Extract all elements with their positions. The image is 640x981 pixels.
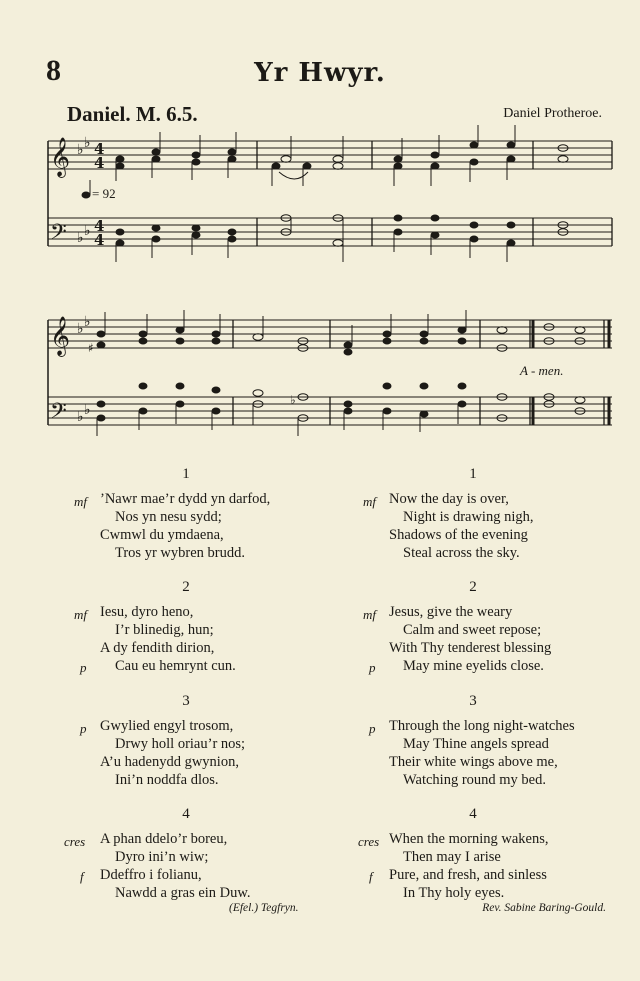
verse-line: In Thy holy eyes. <box>403 885 505 901</box>
flat-icon: ♭ <box>77 142 84 158</box>
page-title: Yr Hwyr. <box>254 58 386 88</box>
verse-line: A’u hadenydd gwynion, <box>100 754 239 770</box>
time-signature: 4 <box>94 140 105 158</box>
tempo-marking: = 92 <box>92 186 116 201</box>
flat-icon: ♭ <box>84 135 91 151</box>
verse-line: May Thine angels spread <box>403 736 549 752</box>
verse-number: 1 <box>182 466 190 482</box>
verse-line: I’r blinedig, hun; <box>115 622 214 638</box>
verse-line: Now the day is over, <box>389 491 509 507</box>
flat-icon: ♭ <box>77 230 84 246</box>
dynamic-marking: cres <box>358 834 380 849</box>
bass-clef-icon: 𝄢 <box>50 220 67 250</box>
verse-line: Pure, and fresh, and sinless <box>389 867 547 883</box>
verse-line: Their white wings above me, <box>389 754 558 770</box>
note-group <box>116 215 568 262</box>
amen-lyric: A - men. <box>520 363 564 378</box>
dynamic-marking: mf <box>74 607 87 622</box>
dynamic-marking: mf <box>363 607 376 622</box>
verse-line: Nos yn nesu sydd; <box>115 509 222 525</box>
verse-line: Ddeffro i folianu, <box>100 867 202 883</box>
verse-line: A dy fendith dirion, <box>100 640 215 656</box>
verse-line: Through the long night-watches <box>389 718 575 734</box>
dynamic-marking: f <box>369 869 373 884</box>
composer-credit: Daniel Protheroe. <box>503 106 602 121</box>
bass-clef-icon: 𝄢 <box>50 399 67 429</box>
dynamic-marking: cres <box>64 834 86 849</box>
verse-line: ’Nawr mae’r dydd yn darfod, <box>100 491 271 507</box>
dynamic-marking: p <box>369 660 376 675</box>
treble-staff-1 <box>48 141 612 169</box>
flat-icon: ♭ <box>84 223 91 239</box>
verse-line: Dyro ini’n wiw; <box>115 849 209 865</box>
time-signature: 4 <box>94 217 105 235</box>
verse-line: Watching round my bed. <box>403 772 546 788</box>
verse-line: Then may I arise <box>403 849 501 865</box>
verse-number: 2 <box>182 579 190 595</box>
verse-line: When the morning wakens, <box>389 831 549 847</box>
flat-icon: ♭ <box>84 314 91 330</box>
verse-line: A phan ddelo’r boreu, <box>100 831 228 847</box>
verse-line: Cwmwl du ymdaena, <box>100 527 224 543</box>
flat-icon: ♭ <box>77 321 84 337</box>
verse-number: 1 <box>469 466 477 482</box>
note-group <box>97 383 585 436</box>
verse-line: Nawdd a gras ein Duw. <box>115 885 251 901</box>
dynamic-marking: f <box>80 869 84 884</box>
verse-number: 4 <box>182 806 190 822</box>
verse-number: 3 <box>469 693 477 709</box>
verse-line: Calm and sweet repose; <box>403 622 542 638</box>
verse-line: Gwylied engyl trosom, <box>100 718 234 734</box>
sharp-icon: ♯ <box>88 341 94 355</box>
dynamic-marking: mf <box>363 494 376 509</box>
verse-number: 4 <box>469 806 477 822</box>
bass-staff-1 <box>48 218 612 246</box>
verse-number: 2 <box>469 579 477 595</box>
dynamic-marking: p <box>369 721 376 736</box>
verse-line: Jesus, give the weary <box>389 604 513 620</box>
flat-icon: ♭ <box>77 409 84 425</box>
tune-name: Daniel. M. 6.5. <box>67 102 198 126</box>
treble-clef-icon: 𝄞 <box>50 316 71 356</box>
flat-icon: ♭ <box>84 402 91 418</box>
dynamic-marking: p <box>80 660 87 675</box>
time-signature: 4 <box>94 154 105 172</box>
english-author-credit: Rev. Sabine Baring-Gould. <box>482 902 606 914</box>
welsh-translator-credit: (Efel.) Tegfryn. <box>229 902 299 914</box>
dynamic-marking: mf <box>74 494 87 509</box>
verse-line: Night is drawing nigh, <box>403 509 534 525</box>
page-number: 8 <box>46 54 61 87</box>
verse-number: 3 <box>182 693 190 709</box>
verse-line: Drwy holl oriau’r nos; <box>115 736 246 752</box>
verse-line: Ini’n noddfa dlos. <box>115 772 219 788</box>
dynamic-marking: p <box>80 721 87 736</box>
time-signature: 4 <box>94 231 105 249</box>
treble-clef-icon: 𝄞 <box>50 137 71 177</box>
verse-line: Cau eu hemrynt cun. <box>115 658 236 674</box>
verse-line: With Thy tenderest blessing <box>389 640 552 656</box>
music-score <box>0 0 640 460</box>
quarter-note-icon <box>82 180 90 198</box>
verse-line: Iesu, dyro heno, <box>100 604 194 620</box>
flat-icon: ♭ <box>290 393 296 407</box>
verse-line: Tros yr wybren brudd. <box>115 545 245 561</box>
verse-line: Steal across the sky. <box>403 545 520 561</box>
verse-line: Shadows of the evening <box>389 527 528 543</box>
verse-line: May mine eyelids close. <box>403 658 544 674</box>
